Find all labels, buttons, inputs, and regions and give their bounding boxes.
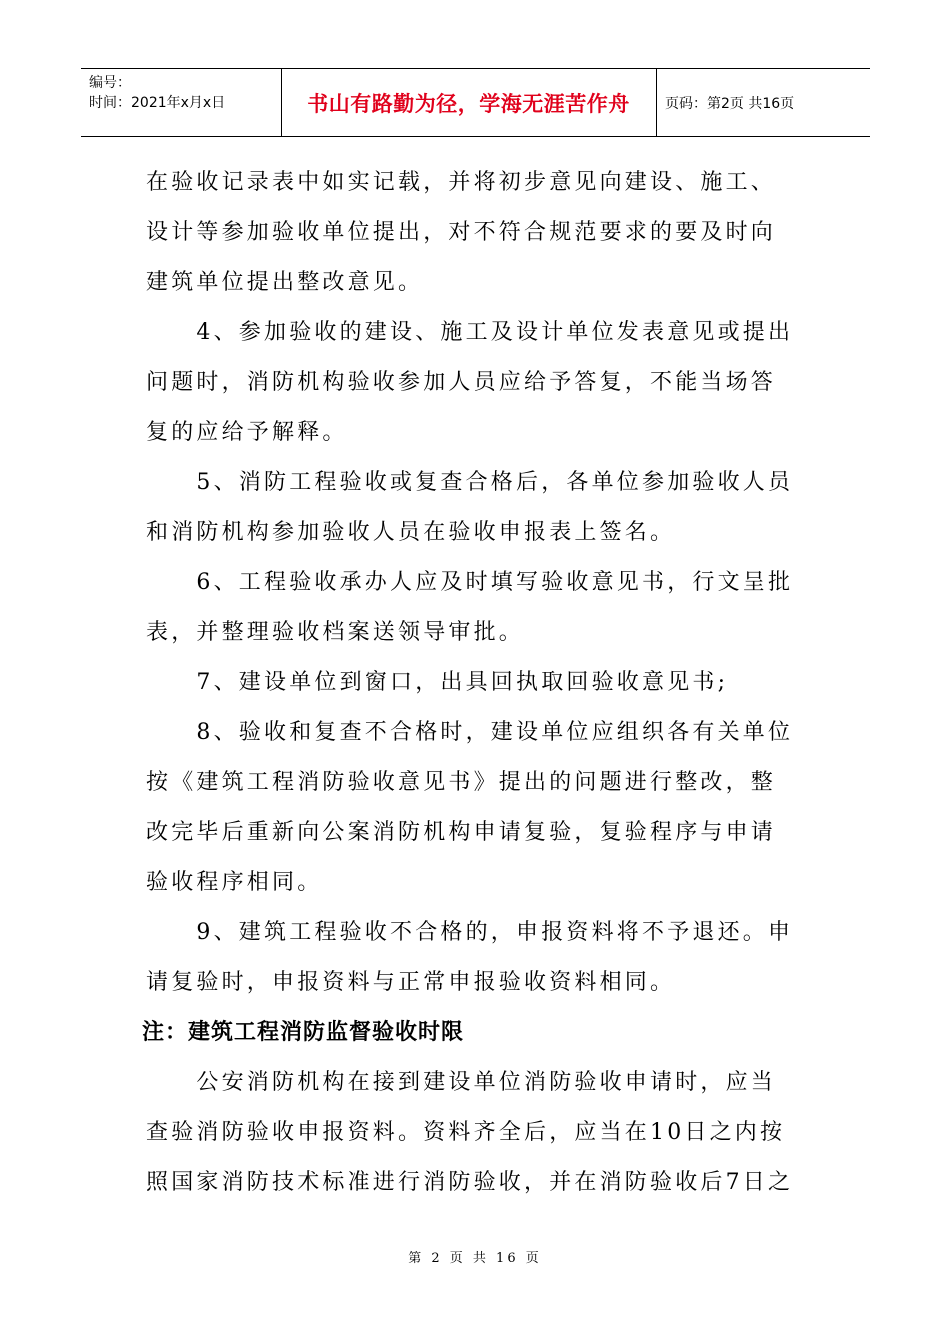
body-line: 按《建筑工程消防验收意见书》提出的问题进行整改，整 [146, 770, 777, 795]
note-heading: 注：建筑工程消防监督验收时限 [142, 1020, 465, 1045]
note-line: 查验消防验收申报资料。资料齐全后，应当在10日之内按 [146, 1120, 786, 1145]
body-line: 改完毕后重新向公案消防机构申请复验，复验程序与申请 [146, 820, 777, 845]
body-line: 5、消防工程验收或复查合格后，各单位参加验收人员 [146, 470, 794, 495]
body-line: 问题时，消防机构验收参加人员应给予答复，不能当场答 [146, 370, 777, 395]
header-meta [81, 69, 282, 136]
motto: 书山有路勤为径，学海无涯苦作舟 [307, 91, 630, 116]
body-line: 6、工程验收承办人应及时填写验收意见书，行文呈批 [146, 570, 794, 595]
body-line: 4、参加验收的建设、施工及设计单位发表意见或提出 [146, 320, 794, 345]
time-label: 时间：2021年x月x日 [89, 95, 226, 111]
body-line: 和消防机构参加验收人员在验收申报表上签名。 [146, 520, 676, 545]
body-line: 7、建设单位到窗口，出具回执取回验收意见书; [146, 670, 729, 695]
body-line: 请复验时，申报资料与正常申报验收资料相同。 [146, 970, 676, 995]
serial-label: 编号： [89, 75, 131, 91]
note-line: 公安消防机构在接到建设单位消防验收申请时，应当 [146, 1070, 777, 1095]
body-line: 建筑单位提出整改意见。 [146, 270, 424, 295]
body-line: 在验收记录表中如实记载，并将初步意见向建设、施工、 [146, 170, 777, 195]
body-line: 表，并整理验收档案送领导审批。 [146, 620, 525, 645]
header-page-cell [657, 69, 870, 136]
body-line: 8、验收和复查不合格时，建设单位应组织各有关单位 [146, 720, 794, 745]
page-info: 页码：第2页 共16页 [665, 95, 795, 112]
header-motto-cell [281, 69, 657, 136]
document-body [142, 158, 806, 1208]
body-line: 9、建筑工程验收不合格的，申报资料将不予退还。申 [146, 920, 794, 945]
note-line: 照国家消防技术标准进行消防验收，并在消防验收后7日之 [146, 1170, 794, 1195]
body-line: 复的应给予解释。 [146, 420, 348, 445]
page-header [81, 68, 870, 137]
body-line: 设计等参加验收单位提出，对不符合规范要求的要及时向 [146, 220, 777, 245]
page-footer: 第 2 页 共 16 页 [408, 1251, 542, 1266]
body-line: 验收程序相同。 [146, 870, 323, 895]
